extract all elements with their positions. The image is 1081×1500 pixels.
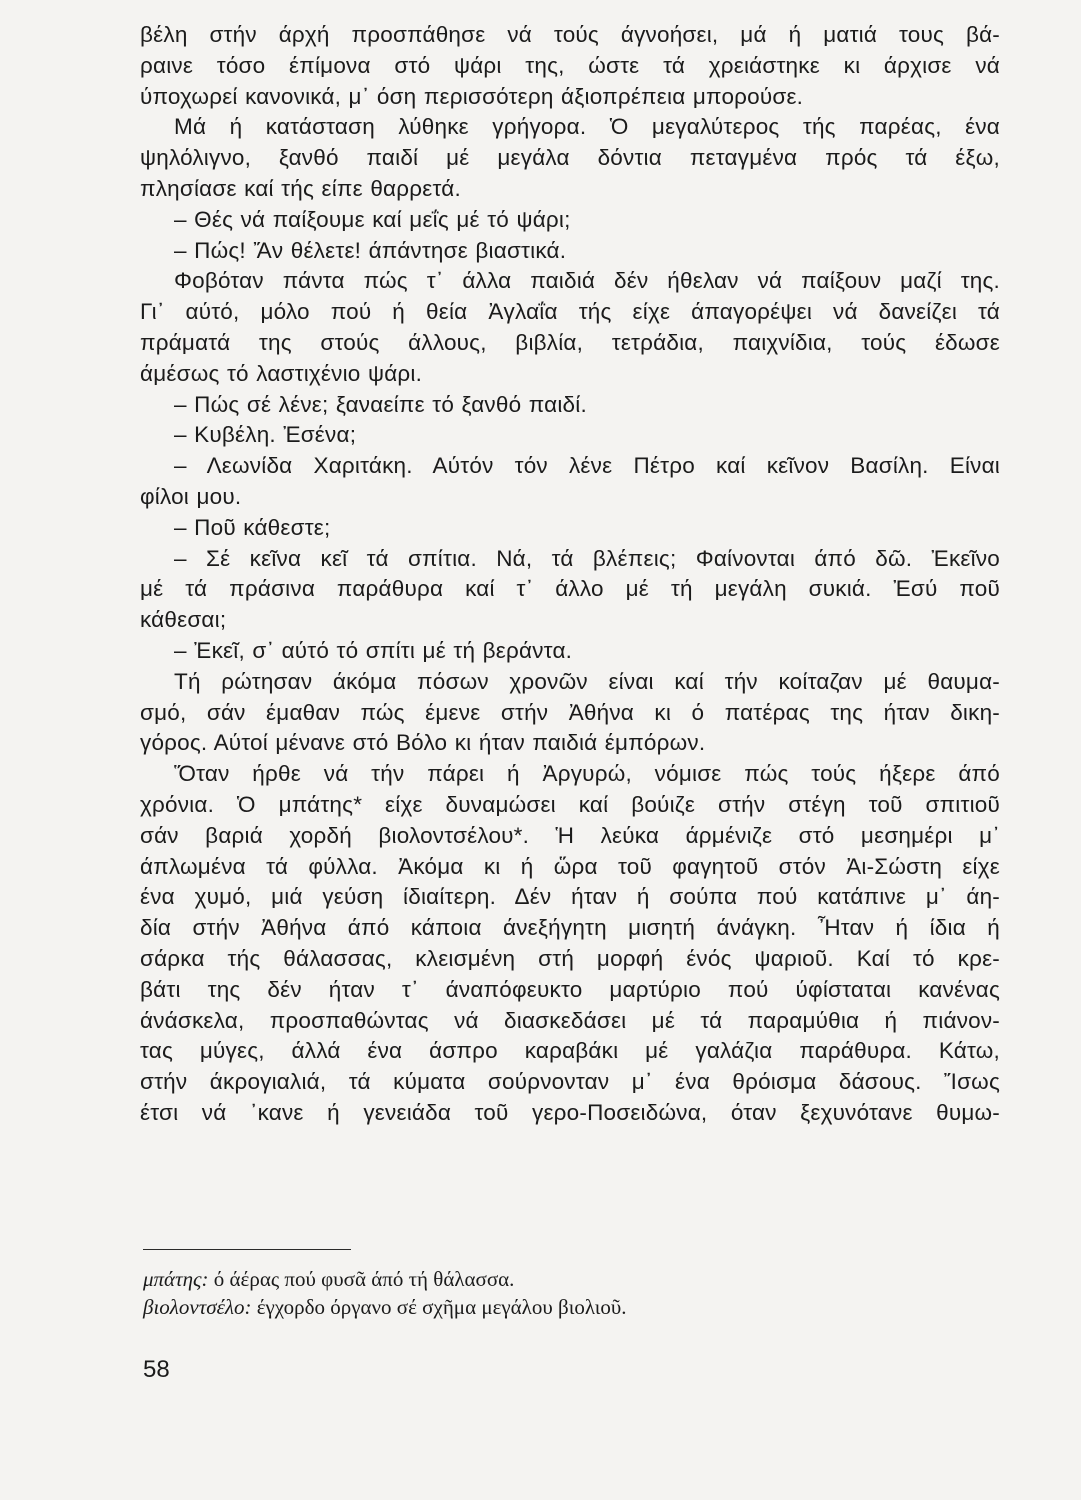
text-line: – Πώς! Ἄν θέλετε! άπάντησε βιαστικά.: [174, 237, 567, 263]
text-line: πλησίασε καί τής είπε θαρρετά.: [140, 175, 461, 201]
text-line: – Πώς σέ λένε; ξαναείπε τό ξανθό παιδί.: [174, 391, 587, 417]
text-line: άπλωμένα τά φύλλα. Ἀκόμα κι ή ὥρα τοῦ φαγητοῦ στόν Ἀι-Σώστη είχε: [140, 853, 1000, 879]
text-line: έτσι νά ᾽κανε ή γενειάδα τοῦ γερο-Ποσειδώνα, όταν ξεχυνότανε θυμω-: [140, 1099, 1000, 1125]
text-line: – Λεωνίδα Χαριτάκη. Αύτόν τόν λένε Πέτρο καί κεῖνον Βασίλη. Είναι: [174, 453, 1000, 479]
footnote-divider: [143, 1249, 351, 1250]
text-line: πράματά της στούς άλλους, βιβλία, τετράδια, παιχνίδια, τούς έδωσε: [140, 329, 1000, 355]
text-line: – Σέ κεῖνα κεῖ τά σπίτια. Νά, τά βλέπεις; Φαίνονται άπό δῶ. Ἐκεῖνο: [174, 545, 1000, 571]
text-line: Ὅταν ήρθε νά τήν πάρει ή Ἀργυρώ, νόμισε πώς τούς ήξερε άπό: [174, 761, 1000, 787]
text-line: σμό, σάν έμαθαν πώς έμενε στήν Ἀθήνα κι ό πατέρας της ήταν δικη-: [140, 699, 1000, 725]
text-line: – Θές νά παίξουμε καί μεΐς μέ τό ψάρι;: [174, 206, 571, 232]
text-line: δία στήν Ἀθήνα άπό κάποια άνεξήγητη μισητή άνάγκη. Ἦταν ή ίδια ή: [140, 915, 1000, 941]
text-line: φίλοι μου.: [140, 483, 242, 509]
page-number: 58: [143, 1356, 170, 1383]
text-line: γόρος. Αύτοί μένανε στό Βόλο κι ήταν παιδιά έμπόρων.: [140, 730, 706, 756]
footnote-term: βιολοντσέλο:: [143, 1295, 252, 1319]
text-line: ψηλόλιγνο, ξανθό παιδί μέ μεγάλα δόντια πεταγμένα πρός τά έξω,: [140, 145, 1000, 171]
text-line: βέλη στήν άρχή προσπάθησε νά τούς άγνοήσει, μά ή ματιά τους βά-: [140, 22, 1000, 47]
text-line: άμέσως τό λαστιχένιο ψάρι.: [140, 360, 423, 386]
text-line: Γι᾽ αύτό, μόλο πού ή θεία Ἀγλαΐα τής είχε άπαγορέψει νά δανείζει τά: [140, 299, 1000, 325]
footnote-term: μπάτης:: [143, 1267, 209, 1291]
footnote-definition: έγχορδο όργανο σέ σχῆμα μεγάλου βιολιοῦ.: [251, 1295, 627, 1319]
text-line: στήν άκρογιαλιά, τά κύματα σούρνονταν μ᾽ ένα θρόισμα δάσους. Ἴσως: [140, 1069, 1000, 1095]
text-line: ύποχωρεί κανονικά, μ᾽ όση περισσότερη άξιοπρέπεια μπορούσε.: [140, 83, 804, 109]
text-line: – Ποῦ κάθεστε;: [174, 514, 331, 540]
text-line: Φοβόταν πάντα πώς τ᾽ άλλα παιδιά δέν ήθελαν νά παίξουν μαζί της.: [174, 268, 1000, 294]
text-line: Μά ή κατάσταση λύθηκε γρήγορα. Ὁ μεγαλύτερος τής παρέας, ένα: [174, 114, 1000, 140]
text-line: Τή ρώτησαν άκόμα πόσων χρονῶν είναι καί τήν κοίταζαν μέ θαυμα-: [174, 668, 1000, 694]
footnote: [143, 1265, 843, 1293]
text-line: ένα χυμό, μιά γεύση ίδιαίτερη. Δέν ήταν ή σούπα πού κατάπινε μ᾽ άη-: [140, 884, 1000, 910]
text-line: βάτι της δέν ήταν τ᾽ άναπόφευκτο μαρτύριο πού ύφίσταται κανένας: [140, 976, 1000, 1002]
footnote-definition: ό άέρας πού φυσᾶ άπό τή θάλασσα.: [208, 1267, 515, 1291]
text-line: άνάσκελα, προσπαθώντας νά διασκεδάσει μέ τά παραμύθια ή πιάνον-: [140, 1007, 1000, 1033]
text-line: τας μύγες, άλλά ένα άσπρο καραβάκι μέ γαλάζια παράθυρα. Κάτω,: [140, 1038, 1000, 1064]
text-line: κάθεσαι;: [140, 607, 227, 633]
text-line: σάρκα τής θάλασσας, κλεισμένη στή μορφή ένός ψαριοῦ. Καί τό κρε-: [140, 945, 1000, 971]
main-text: [140, 20, 1000, 1129]
text-line: μέ τά πράσινα παράθυρα καί τ᾽ άλλο μέ τή μεγάλη συκιά. Ἐσύ ποῦ: [140, 576, 1000, 602]
footnote: [143, 1293, 843, 1321]
text-line: σάν βαριά χορδή βιολοντσέλου*. Ἡ λεύκα άρμένιζε στό μεσημέρι μ᾽: [140, 822, 1000, 848]
text-line: – Ἐκεῖ, σ᾽ αύτό τό σπίτι μέ τή βεράντα.: [174, 637, 573, 663]
footnotes: [143, 1265, 843, 1321]
text-line: ραινε τόσο έπίμονα στό ψάρι της, ώστε τά χρειάστηκε κι άρχισε νά: [140, 52, 1000, 78]
text-line: – Κυβέλη. Ἐσένα;: [174, 422, 357, 448]
text-line: χρόνια. Ὁ μπάτης* είχε δυναμώσει καί βούιζε στήν στέγη τοῦ σπιτιοῦ: [140, 791, 1000, 817]
